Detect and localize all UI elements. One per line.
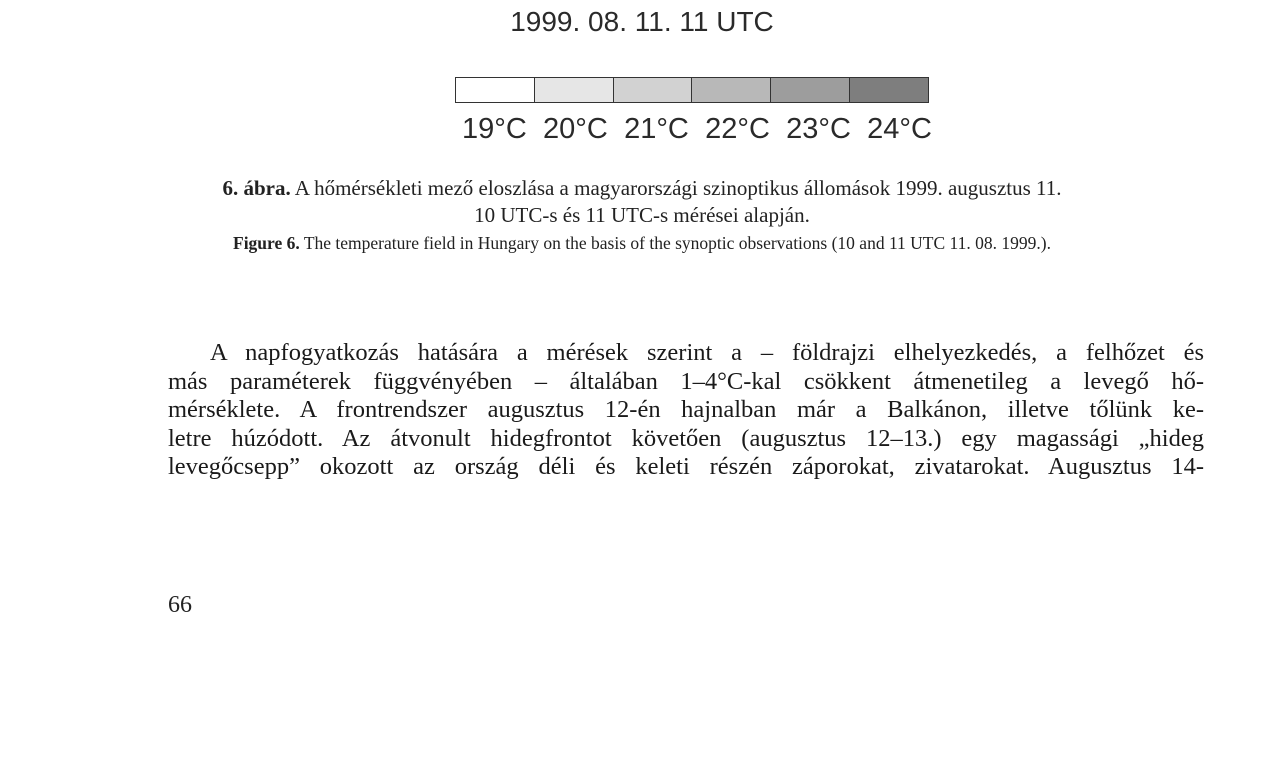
page-number: 66: [168, 592, 192, 618]
legend-swatch-21: [614, 78, 693, 102]
legend-swatch-22: [692, 78, 771, 102]
body-paragraph: [168, 339, 1204, 482]
figure-caption-hungarian: [0, 176, 1284, 201]
figure-caption-english: [0, 233, 1284, 254]
legend-label: 23°C: [786, 113, 851, 145]
legend-swatch-24: [850, 78, 928, 102]
legend-swatch-20: [535, 78, 614, 102]
caption-en-label: Figure 6.: [233, 233, 300, 253]
legend-label: 19°C: [462, 113, 527, 145]
body-line: A napfogyatkozás hatására a mérések szerint a – földrajzi elhelyezkedés, a felhőzet és: [210, 339, 1204, 366]
legend-label: 21°C: [624, 113, 689, 145]
body-line: letre húzódott. Az átvonult hidegfrontot követően (augusztus 12–13.) egy magassági „hideg: [168, 424, 1204, 452]
caption-hu-label: 6. ábra.: [222, 176, 291, 200]
temperature-legend-bar: [455, 77, 929, 103]
legend-labels: [462, 113, 932, 146]
body-line: mérséklete. A frontrendszer augusztus 12-én hajnalban már a Balkánon, illetve tőlünk ke-: [168, 396, 1204, 423]
caption-en-text: The temperature field in Hungary on the basis of the synoptic observations (10 and 11 UTC 11. 08. 1999.).: [299, 233, 1051, 253]
legend-label: 20°C: [543, 113, 608, 145]
legend-label: 22°C: [705, 113, 770, 145]
caption-hu-line2: 10 UTC-s és 11 UTC-s mérései alapján.: [474, 203, 810, 227]
map-title: 1999. 08. 11. 11 UTC: [510, 6, 774, 37]
legend-swatch-19: [456, 78, 535, 102]
body-line: levegőcsepp” okozott az ország déli és keleti részén záporokat, zivatarokat. Augusztus 14-: [168, 453, 1204, 480]
caption-hu-line1: A hőmérsékleti mező eloszlása a magyarországi szinoptikus állomások 1999. augusztus 11.: [290, 176, 1062, 200]
body-line: más paraméterek függvényében – általában 1–4°C-kal csökkent átmenetileg a levegő hő-: [168, 367, 1204, 395]
legend-label: 24°C: [867, 113, 932, 145]
legend-swatch-23: [771, 78, 850, 102]
